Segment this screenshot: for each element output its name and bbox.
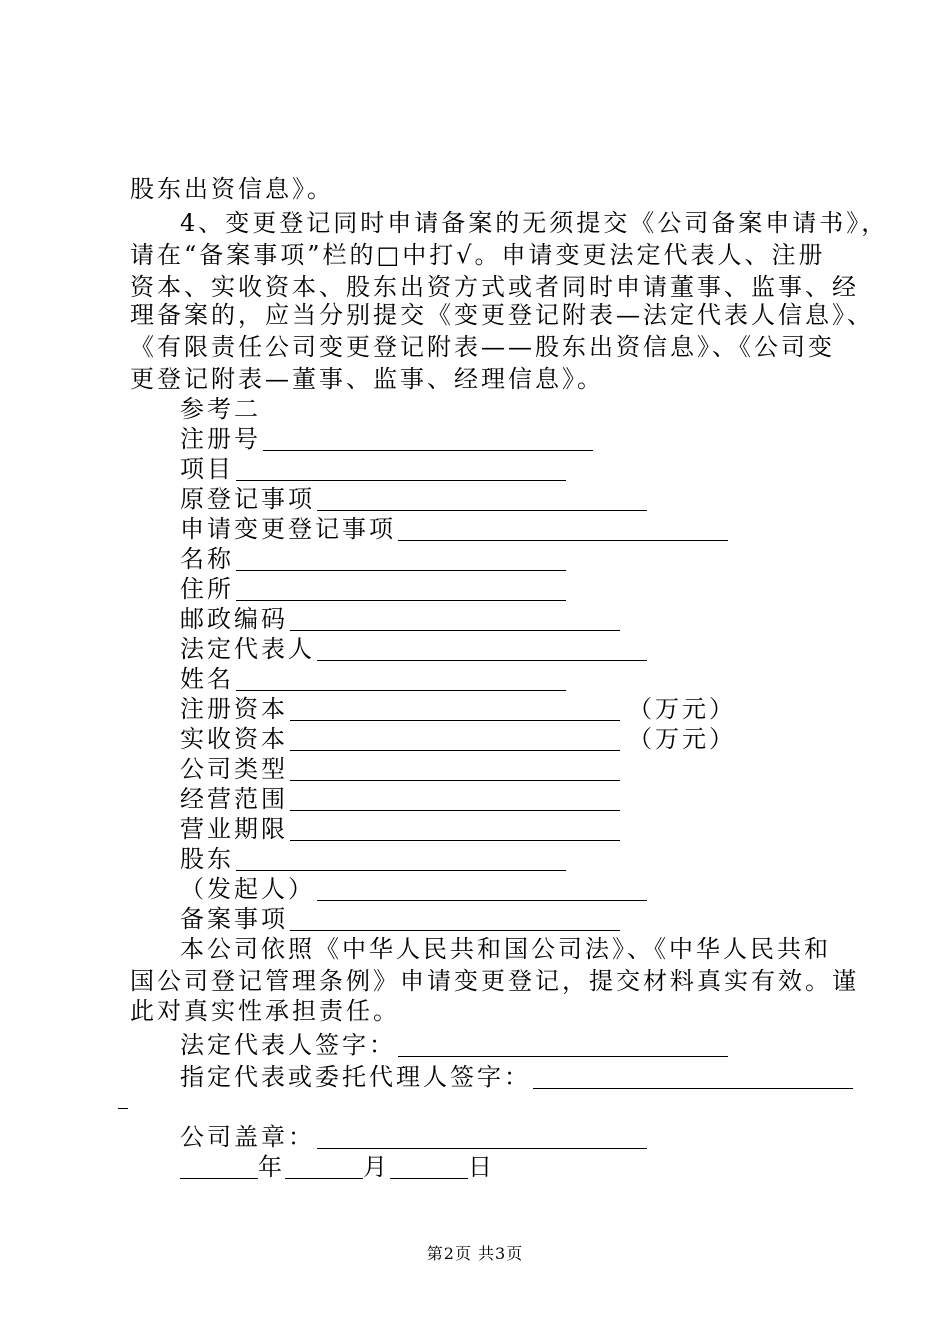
field-label: 名称 xyxy=(180,545,234,573)
field-label: 股东 xyxy=(180,845,234,873)
field-label: 注册资本 xyxy=(180,695,288,723)
field-paid-capital xyxy=(180,724,736,754)
signature-line[interactable] xyxy=(533,1062,853,1089)
signature-label: 指定代表或委托代理人签字： xyxy=(180,1063,531,1091)
blank-line[interactable] xyxy=(290,694,620,721)
field-company-type xyxy=(180,754,620,784)
field-business-scope xyxy=(180,784,620,814)
note4-line-5: 《有限责任公司变更登记附表——股东出资信息》、《公司变 xyxy=(130,333,835,361)
blank-line[interactable] xyxy=(236,544,566,571)
blank-line[interactable] xyxy=(317,484,647,511)
field-postal-code xyxy=(180,604,620,634)
field-label: 经营范围 xyxy=(180,785,288,813)
field-label: 法定代表人 xyxy=(180,635,315,663)
month-label: 月 xyxy=(363,1153,390,1181)
field-change-items xyxy=(180,514,728,544)
field-label: 邮政编码 xyxy=(180,605,288,633)
blank-line[interactable] xyxy=(290,754,620,781)
month-blank[interactable] xyxy=(285,1152,363,1179)
signature-legal-rep xyxy=(180,1030,728,1060)
blank-line[interactable] xyxy=(290,784,620,811)
field-filing-items xyxy=(180,904,620,934)
field-legal-rep xyxy=(180,634,647,664)
field-address xyxy=(180,574,566,604)
field-original-items xyxy=(180,484,647,514)
blank-line[interactable] xyxy=(317,874,647,901)
field-unit: （万元） xyxy=(628,695,736,723)
blank-line[interactable] xyxy=(290,604,620,631)
field-label: 项目 xyxy=(180,455,234,483)
declaration-line-1: 本公司依照《中华人民共和国公司法》、《中华人民共和 xyxy=(180,935,831,963)
note4-line-3: 资本、实收资本、股东出资方式或者同时申请董事、监事、经 xyxy=(130,273,859,301)
seal-line[interactable] xyxy=(317,1122,647,1149)
signature-label: 公司盖章： xyxy=(180,1123,315,1151)
year-blank[interactable] xyxy=(180,1152,258,1179)
date-row xyxy=(180,1152,495,1182)
note4-line-4: 理备案的，应当分别提交《变更登记附表—法定代表人信息》、 xyxy=(130,301,874,329)
reference-heading: 参考二 xyxy=(180,395,261,423)
day-blank[interactable] xyxy=(390,1152,468,1179)
declaration-line-3: 此对真实性承担责任。 xyxy=(130,997,400,1025)
field-label: 公司类型 xyxy=(180,755,288,783)
blank-line[interactable] xyxy=(236,664,566,691)
field-name xyxy=(180,544,566,574)
field-unit: （万元） xyxy=(628,725,736,753)
field-label: 原登记事项 xyxy=(180,485,315,513)
field-business-term xyxy=(180,814,620,844)
blank-line[interactable] xyxy=(290,814,620,841)
signature-label: 法定代表人签字： xyxy=(180,1031,396,1059)
field-label: 备案事项 xyxy=(180,905,288,933)
field-label: 姓名 xyxy=(180,665,234,693)
field-registered-capital xyxy=(180,694,736,724)
field-shareholder xyxy=(180,844,566,874)
blank-line[interactable] xyxy=(290,904,620,931)
note4-line-2: 请在“备案事项”栏的□中打√。申请变更法定代表人、注册 xyxy=(130,241,826,269)
day-label: 日 xyxy=(468,1153,495,1181)
blank-line[interactable] xyxy=(398,514,728,541)
note4-line-6: 更登记附表—董事、监事、经理信息》。 xyxy=(130,365,604,393)
paragraph-intro-tail: 股东出资信息》。 xyxy=(130,175,334,203)
blank-line[interactable] xyxy=(290,724,620,751)
field-label: 实收资本 xyxy=(180,725,288,753)
note4-line-1: 4、变更登记同时申请备案的无须提交《公司备案申请书》， xyxy=(180,209,889,237)
blank-line[interactable] xyxy=(317,634,647,661)
blank-line[interactable] xyxy=(236,454,566,481)
blank-line[interactable] xyxy=(263,424,593,451)
field-label: 注册号 xyxy=(180,425,261,453)
field-label: 营业期限 xyxy=(180,815,288,843)
field-person-name xyxy=(180,664,566,694)
signature-agent xyxy=(180,1062,853,1092)
wrapped-underline-fragment xyxy=(118,1108,128,1109)
blank-line[interactable] xyxy=(236,844,566,871)
blank-line[interactable] xyxy=(236,574,566,601)
declaration-line-2: 国公司登记管理条例》申请变更登记，提交材料真实有效。谨 xyxy=(130,967,859,995)
page-number-footer: 第2页 共3页 xyxy=(426,1244,524,1263)
field-item xyxy=(180,454,566,484)
signature-seal xyxy=(180,1122,647,1152)
year-label: 年 xyxy=(258,1153,285,1181)
field-registration-number xyxy=(180,424,593,454)
field-label: 申请变更登记事项 xyxy=(180,515,396,543)
signature-line[interactable] xyxy=(398,1030,728,1057)
field-label: 住所 xyxy=(180,575,234,603)
field-promoter xyxy=(180,874,647,904)
field-label: （发起人） xyxy=(180,875,315,903)
